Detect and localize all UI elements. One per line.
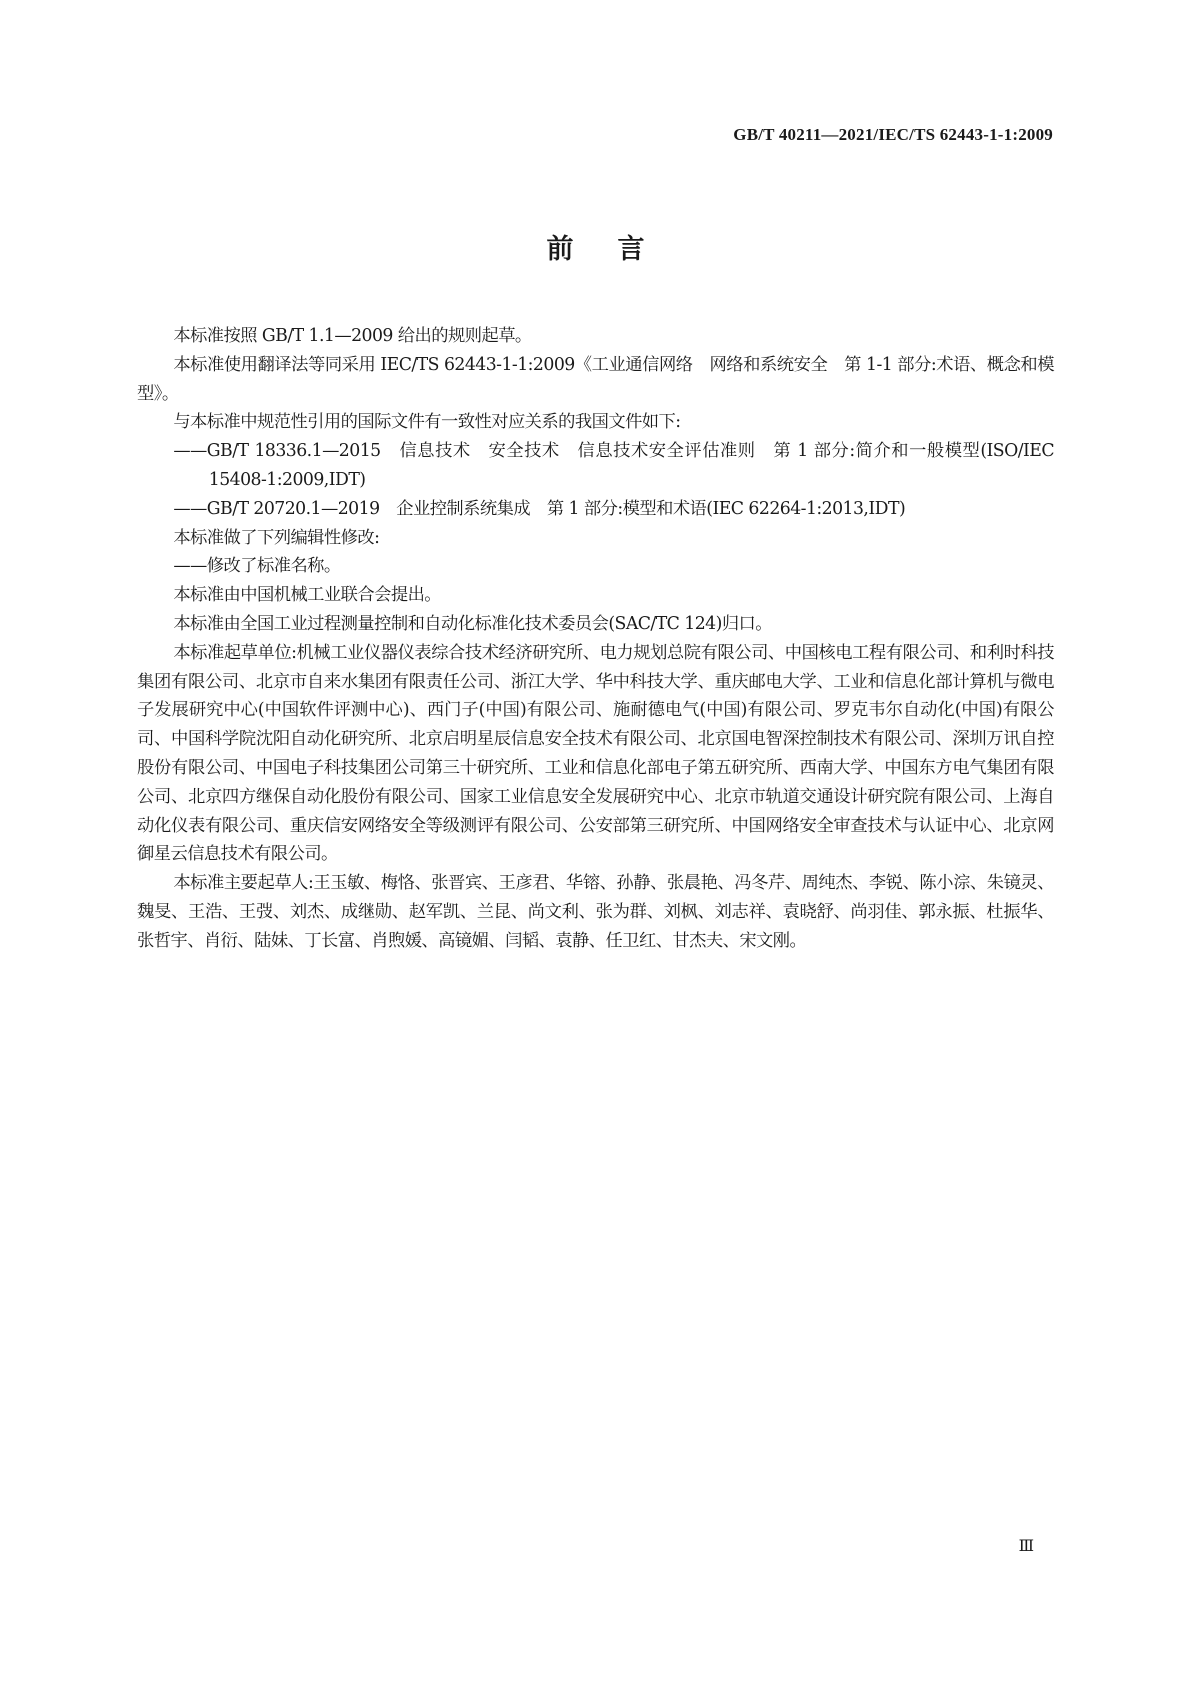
paragraph-adoption: 本标准使用翻译法等同采用 IEC/TS 62443-1-1:2009《工业通信网络 网络和系统安全 第 1-1 部分:术语、概念和模型》。 xyxy=(137,354,1054,404)
paragraph-editorial-changes: 本标准做了下列编辑性修改: xyxy=(173,527,380,548)
paragraph-drafting-rules: 本标准按照 GB/T 1.1—2009 给出的规则起草。 xyxy=(173,326,532,346)
editorial-change-item: ——修改了标准名称。 xyxy=(173,556,341,577)
page-title: 前言 xyxy=(546,234,689,265)
reference-item: ——GB/T 20720.1—2019 企业控制系统集成 第 1 部分:模型和术语(IEC 62264-1:2013,IDT) xyxy=(173,498,906,519)
page-number: Ⅲ xyxy=(1018,1538,1033,1555)
foreword-body xyxy=(137,322,1054,956)
paragraph-managed-by: 本标准由全国工业过程测量控制和自动化标准化技术委员会(SAC/TC 124)归口。 xyxy=(173,613,773,634)
paragraph-drafting-units: 本标准起草单位:机械工业仪器仪表综合技术经济研究所、电力规划总院有限公司、中国核电工程有限公司、和利时科技集团有限公司、北京市自来水集团有限责任公司、浙江大学、华中科技大学、重庆邮电大学、工业和信息化部计算机与微电子发展研究中心(中国软件评测中心)、西门子(中国)有限公司、施耐德电气(中国)有限公司、罗克韦尔自动化(中国)有限公司、中国科学院沈阳自动化研究所、北京启明星辰信息安全技术有限公司、北京国电智深控制技术有限公司、深圳万讯自控股份有限公司、中国电子科技集团公司第三十研究所、工业和信息化部电子第五研究所、西南大学、中国东方电气集团有限公司、北京四方继保自动化股份有限公司、国家工业信息安全发展研究中心、北京市轨道交通设计研究院有限公司、上海自动化仪表有限公司、重庆信安网络安全等级测评有限公司、公安部第三研究所、中国网络安全审查技术与认证中心、北京网御星云信息技术有限公司。 xyxy=(137,642,1054,865)
paragraph-drafters: 本标准主要起草人:王玉敏、梅恪、张晋宾、王彦君、华镕、孙静、张晨艳、冯冬芹、周纯杰、李锐、陈小淙、朱镜灵、魏旻、王浩、王弢、刘杰、成继勋、赵军凯、兰昆、尚文利、张为群、刘枫、刘志祥、袁晓舒、尚羽佳、郭永振、杜振华、张哲宇、肖衍、陆妹、丁长富、肖煦媛、高镜媚、闫韬、袁静、任卫红、甘杰夫、宋文刚。 xyxy=(137,873,1054,951)
paragraph-reference-intro: 与本标准中规范性引用的国际文件有一致性对应关系的我国文件如下: xyxy=(173,412,681,433)
paragraph-proposed-by: 本标准由中国机械工业联合会提出。 xyxy=(173,585,442,606)
reference-item: ——GB/T 18336.1—2015 信息技术 安全技术 信息技术安全评估准则 第 1 部分:简介和一般模型(ISO/IEC 15408-1:2009,IDT) xyxy=(173,441,1054,490)
standard-code-header: GB/T 40211—2021/IEC/TS 62443-1-1:2009 xyxy=(733,125,1053,144)
